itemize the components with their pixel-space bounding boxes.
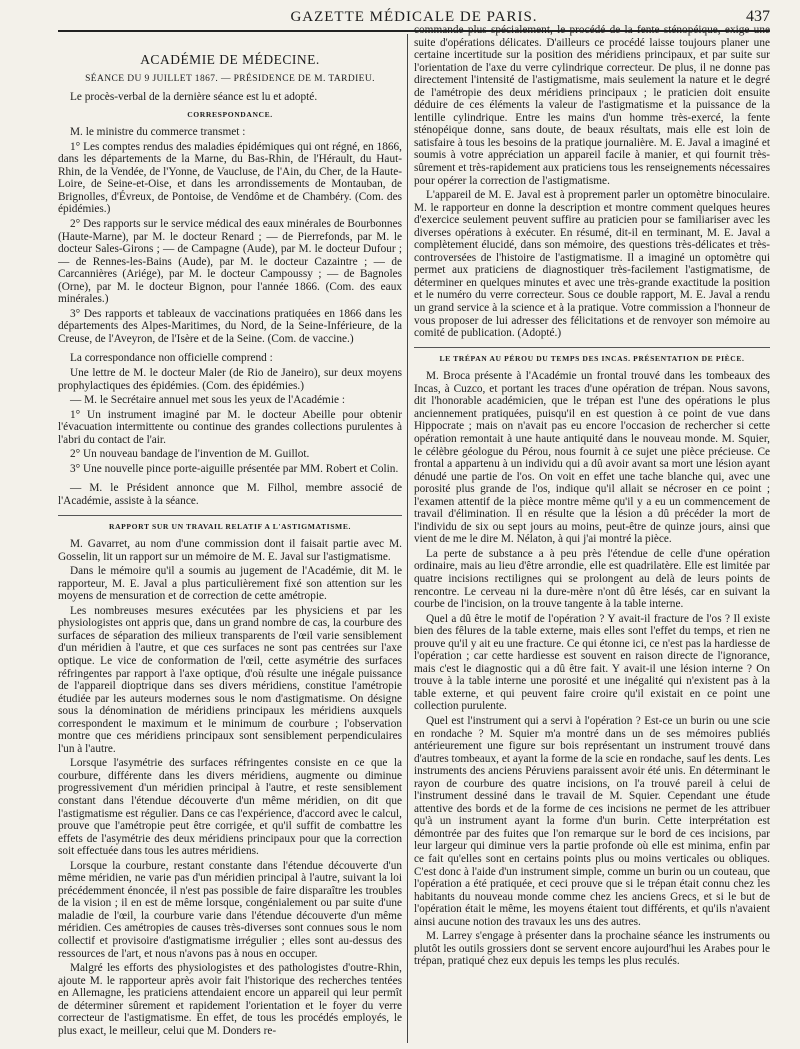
rapport-heading: RAPPORT SUR UN TRAVAIL RELATIF A L'ASTIGMATISME. [58, 515, 402, 534]
paragraph: La correspondance non officielle comprend : [70, 352, 273, 365]
paragraph: Les nombreuses mesures exécutées par les physiciens et par les physiologistes ont appris que, dans un grand nombre de cas, la courbure des surfaces de séparation des milieux transparents de l'œil varie sensiblement d'un méridien à l'autre, et que ces surfaces ne sont pas centrées sur l'axe optique. Le vice de conformation de l'œil, cette asymétrie des surfaces réfringentes par rapport à l'axe optique, d'où résulte une inégale puissance de l'appareil dioptrique dans ses divers méridiens, constitue l'amétropie étudiée par les auteurs modernes sous le nom d'astigmatisme. On désigne sous la dénomination de méridiens principaux les méridiens auxquels correspondent le maximum et le minimum de courbure ; l'observation montre que ces méridiens principaux sont sensiblement perpendiculaires l'un à l'autre. [58, 604, 402, 755]
paragraph: commande plus spécialement, le procédé de la fente sténopéique, exige une suite d'opérations délicates. D'ailleurs ce procédé laisse toujours planer une certaine incertitude sur la position des méridiens principaux, et par suite sur l'orientation de l'axe du verre cylindrique correcteur. De plus, il ne donne pas directement l'intensité de l'astigmatisme, mais seulement la nature et le degré de l'amétropie des deux méridiens principaux ; le praticien doit ensuite déduire de ces éléments la valeur de l'astigmatisme et la puissance de la lentille cylindrique. Entre les mains d'un homme très-exercé, la fente sténopéique donne, sans doute, de beaux résultats, mais elle est loin de satisfaire à tous les besoins de la pratique journalière. M. E. Javal a imaginé et soumis à votre appréciation un appareil facile à manier, et qui fournit très-sûrement et très-rapidement aux praticiens tous les renseignements nécessaires pour opérer la correction de l'astigmatisme. [414, 24, 770, 187]
paragraph: Quel est l'instrument qui a servi à l'opération ? Est-ce un burin ou une scie en rondache ? M. Squier m'a montré dans un de ses mémoires publiés antérieurement une figure sur bois représentant un instrument trouvé dans d'autres tombeaux, et ayant la forme de la scie en rondache, sauf les dents. Les instruments des anciens Péruviens paraissent avoir été unis. En déterminant le rayon de courbure des quatre incisions, on l'a trouvé pareil à celui de l'instrument dessiné dans le travail de M. Squier. Cependant une étude attentive des bords et de la forme de ces incisions ne permet de les attribuer qu'à un instrument ayant la forme d'un burin. Cette interprétation est démontrée par des fuites que l'on remarque sur le bord de ces incisions, par leur largeur qui diminue vers la partie profonde où elle est minima, enfin par ce fait qu'elles sont en certains points plus ou moins verticales ou obliques. C'est donc à l'aide d'un instrument simple, comme un burin ou un couteau, que l'opération a été pratiquée, et ceci prouve que si le trépan était connu chez les habitants du nouveau monde comme chez les anciens Grecs, et si le but de l'opération était le même, les moyens étaient tout différents, et qu'ils n'avaient ainsi aucune notion des travaux les uns des autres. [414, 714, 770, 928]
paragraph: M. Larrey s'engage à présenter dans la prochaine séance les instruments ou plutôt les outils grossiers dont se servent encore aujourd'hui les Arabes pour le trépan, pratiqué chez eux depuis les temps les plus reculés. [414, 930, 770, 968]
right-column [414, 24, 770, 1044]
column-divider [407, 34, 408, 1043]
paragraph: M. le ministre du commerce transmet : [70, 126, 246, 139]
paragraph: 2° Un nouveau bandage de l'invention de M. Guillot. [70, 448, 310, 461]
correspondance-heading: CORRESPONDANCE. [187, 109, 273, 119]
paragraph: Une lettre de M. le docteur Maler (de Rio de Janeiro), sur deux moyens prophylactiques des épidémies. (Com. des épidémies.) [58, 367, 402, 392]
paragraph: — M. le Président annonce que M. Filhol, membre associé de l'Académie, assiste à la séance. [58, 482, 402, 507]
paragraph: Malgré les efforts des physiologistes et des pathologistes d'outre-Rhin, ajoute M. le rapporteur après avoir fait l'historique des recherches tentées en Allemagne, les praticiens attendaient encore un appareil qui leur permît de déterminer sûrement et rapidement l'orientation et le foyer du verre correcteur de l'astigmatisme. En effet, de tous les procédés employés, le plus exact, le meilleur, celui que M. Donders re- [58, 962, 402, 1037]
paragraph: La perte de substance a à peu près l'étendue de celle d'une opération ordinaire, mais au lieu d'être arrondie, elle est quadrilatère. Elle est limitée par quatre incisions rectilignes qui se prolongent au delà de leurs points de rencontre. Le cerveau ni la dure-mère n'ont dû être lésés, car en suivant la courbe de l'incision, on la trouve tangente à la table interne. [414, 547, 770, 611]
page-number: 437 [746, 8, 770, 25]
paragraph: Lorsque l'asymétrie des surfaces réfringentes consiste en ce que la courbure, différente dans les divers méridiens, augmente ou diminue progressivement d'un méridien principal à l'autre, et reste sensiblement constant dans l'étendue découverte d'un même méridien, on dit que l'astigmatisme est régulier. Dans ce cas l'expérience, d'accord avec le calcul, prouve que l'amétropie peut être corrigée, et qu'il suffit de combattre les effets de l'asymétrie des deux méridiens principaux pour que la correction soit effectuée dans tous les autres méridiens. [58, 757, 402, 858]
paragraph: M. Gavarret, au nom d'une commission dont il faisait partie avec M. Gosselin, lit un rapport sur un mémoire de M. E. Javal sur l'astigmatisme. [58, 538, 402, 563]
seance-subtitle: SÉANCE DU 9 JUILLET 1867. — PRÉSIDENCE DE M. TARDIEU. [85, 73, 375, 84]
paragraph: Quel a dû être le motif de l'opération ? Y avait-il fracture de l'os ? Il existe bien des fêlures de la table externe, mais elles sont l'effet du temps, et rien ne prouve qu'il y ait eu une fracture. Ce qui étonne ici, ce n'est pas la hardiesse de l'opération ; car cette hardiesse est souvent en raison directe de l'ignorance, mais c'est le diagnostic qui a dû être fait. Y avait-il une lésion interne ? On trouve à la table interne une porosité et une inégalité qui n'existent pas à la table externe, et qui peuvent faire croire qu'il existait en ce point une collection purulente. [414, 612, 770, 713]
paragraph: 2° Des rapports sur le service médical des eaux minérales de Bourbonnes (Haute-Marne), par M. le docteur Renard ; — de Pierrefonds, par M. le docteur Sales-Girons ; — de Campagne (Aude), par M. le docteur Dufour ; — de Rennes-les-Bains (Aude), par M. le docteur Cazaintre ; — de Carcannières (Ariége), par M. le docteur Campoussy ; — de Bagnoles (Orne), par M. le docteur Bignon, pour l'année 1866. (Com. des eaux minérales.) [58, 218, 402, 306]
paragraph: L'appareil de M. E. Javal est à proprement parler un optomètre binoculaire. M. le rapporteur en donne la description et montre comment quelques heures d'exercice seulement peuvent suffire au praticien pour se familiariser avec les diverses opérations à exécuter. En résumé, dit-il en terminant, M. E. Javal a complètement élucidé, dans son mémoire, des questions très-délicates et très-controversées de l'histoire de l'astigmatisme. Il a imaginé un optomètre qui permet aux praticiens de diagnostiquer très-facilement l'astigmatisme, de déterminer en quelques minutes et avec une très-grande exactitude la position et le numéro du verre correcteur. Sous ce double rapport, M. E. Javal a rendu un grand service à la science et à la pratique. Votre commission a l'honneur de vous proposer de lui adresser des félicitations et de renvoyer son mémoire au comité de publication. (Adopté.) [414, 189, 770, 340]
trepan-heading: LE TRÉPAN AU PÉROU DU TEMPS DES INCAS. PRÉSENTATION DE PIÈCE. [414, 347, 770, 366]
paragraph: Lorsque la courbure, restant constante dans l'étendue découverte d'un même méridien, ne varie pas d'un méridien principal à l'autre, suivant la loi précédemment énoncée, il n'est pas possible de faire disparaître les troubles de la vision ; il en est de même lorsque, congénialement ou par suite d'une maladie de l'œil, la courbure varie dans l'étendue découverte d'un même méridien. Ces amétropies de causes très-diverses sont connues sous le nom collectif et provisoire d'astigmatisme irrégulier ; elles sont au-dessus des ressources de l'art, et nous n'avons pas à nous en occuper. [58, 859, 402, 960]
paragraph: Dans le mémoire qu'il a soumis au jugement de l'Académie, dit M. le rapporteur, M. E. Javal a plus particulièrement fixé son attention sur les moyens de mensuration et de correction de cette amétropie. [58, 565, 402, 603]
paragraph: 1° Un instrument imaginé par M. le docteur Abeille pour obtenir l'évacuation intermittente ou continue des grandes collections purulentes à l'abri du contact de l'air. [58, 408, 402, 446]
paragraph: 1° Les comptes rendus des maladies épidémiques qui ont régné, en 1866, dans les départements de la Marne, du Bas-Rhin, de l'Hérault, du Haut-Rhin, de la Vendée, de l'Yonne, de Vaucluse, de l'Ain, du Cher, de la Haute-Loire, de Seine-et-Oise, et dans les arrondissements de Montauban, de Brignolles, d'Évreux, de Pontoise, de Vendôme et de Chambéry. (Com. des épidémies.) [58, 140, 402, 216]
paragraph: 3° Des rapports et tableaux de vaccinations pratiquées en 1866 dans les départements des Alpes-Maritimes, du Nord, de la Seine-Inférieure, de la Creuse, de l'Aveyron, de l'Isère et de la Seine. (Com. de vaccine.) [58, 307, 402, 345]
section-title-academy: ACADÉMIE DE MÉDECINE. [140, 52, 320, 67]
left-column [58, 36, 402, 1041]
minutes-paragraph: Le procès-verbal de la dernière séance est lu et adopté. [70, 91, 318, 104]
journal-title: GAZETTE MÉDICALE DE PARIS. [290, 9, 538, 25]
paragraph: M. Broca présente à l'Académie un frontal trouvé dans les tombeaux des Incas, à Cuzco, et portant les traces d'une opération de trépan. Nous savons, dit l'honorable académicien, que le trépan est l'une des opérations le plus anciennement pratiquées, puisqu'il en est question à ce point de vue dans Hippocrate ; mais on n'avait pas eu encore l'occasion de rechercher si cette opération remontait à une haute antiquité dans le nouveau monde. M. Squier, le célèbre géologue du Pérou, nous fournit à ce sujet une pièce précieuse. Ce frontal a appartenu à un individu qui a dû avoir avant sa mort une lésion ayant dénudé une partie de l'os. On voit en effet une tache blanche qui, avec une porosité plus grande de l'os, indique qu'il allait se nécroser en ce point ; l'examen attentif de la pièce montre même qu'il y a eu un commencement de travail d'élimination. Il en résulte que la lésion a dû précéder la mort de l'individu de six ou sept jours au moins, peut-être de quinze jours, ainsi que vient de me le dire M. Nélaton, à qui j'ai montré la pièce. [414, 370, 770, 546]
paragraph: — M. le Secrétaire annuel met sous les yeux de l'Académie : [70, 394, 345, 407]
paragraph: 3° Une nouvelle pince porte-aiguille présentée par MM. Robert et Colin. [70, 462, 399, 475]
